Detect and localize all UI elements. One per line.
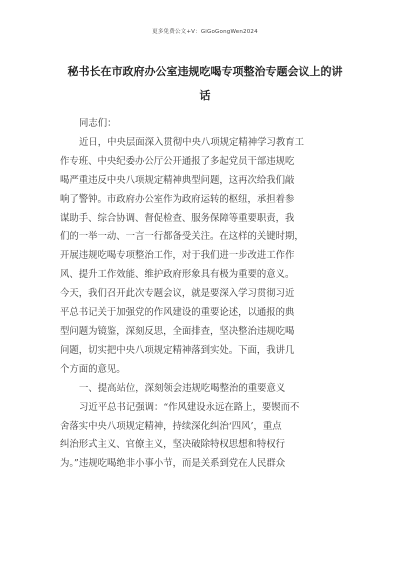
body-line: 们的一举一动、一言一行都备受关注。在这样的关键时期， <box>60 231 304 243</box>
document-body <box>60 115 350 474</box>
header-watermark: 更多免费公文+V：GiGoGongWen2024 <box>152 29 258 35</box>
body-line: 风、提升工作效能、维护政府形象具有极为重要的意义。 <box>60 269 295 281</box>
body-line: 舍落实中央八项规定精神，持续深化纠治‘四风’，重点 <box>60 420 282 432</box>
document-title <box>60 60 350 108</box>
body-line: 近日，中央层面深入贯彻中央八项规定精神学习教育工 <box>79 136 305 148</box>
body-line: 平总书记关于加强党的作风建设的重要论述，以通报的典 <box>60 307 295 319</box>
body-line: 个方面的意见。 <box>60 363 126 375</box>
salutation: 同志们： <box>79 118 117 129</box>
title-line: 话 <box>199 89 211 102</box>
body-line: 喝严重违反中央八项规定精神典型问题，这再次给我们敲 <box>60 174 295 186</box>
body-line: 作专班、中央纪委办公厅公开通报了多起党员干部违规吃 <box>60 155 295 167</box>
body-line: 响了警钟。市政府办公室作为政府运转的枢纽，承担着参 <box>60 193 295 205</box>
body-line: 一、提高站位，深刻领会违规吃喝整治的重要意义 <box>79 382 286 394</box>
title-line: 秘书长在市政府办公室违规吃喝专项整治专题会议上的讲 <box>67 65 343 78</box>
body-line: 今天，我们召开此次专题会议，就是要深入学习贯彻习近 <box>60 288 295 300</box>
body-line: 问题，切实把中央八项规定精神落到实处。下面，我讲几 <box>60 344 295 356</box>
body-line: 谋助手、综合协调、督促检查、服务保障等重要职责，我 <box>60 212 295 224</box>
body-line: 为。”违规吃喝绝非小事小节，而是关系到党在人民群众 <box>60 458 286 470</box>
body-line: 开展违规吃喝专项整治工作，对于我们进一步改进工作作 <box>60 250 295 262</box>
body-line: 型问题为镜鉴，深刻反思，全面排查，坚决整治违规吃喝 <box>60 325 295 337</box>
body-line: 习近平总书记强调：“作风建设永远在路上，要锲而不 <box>79 401 300 413</box>
body-line: 纠治形式主义、官僚主义，坚决破除特权思想和特权行 <box>60 439 286 451</box>
